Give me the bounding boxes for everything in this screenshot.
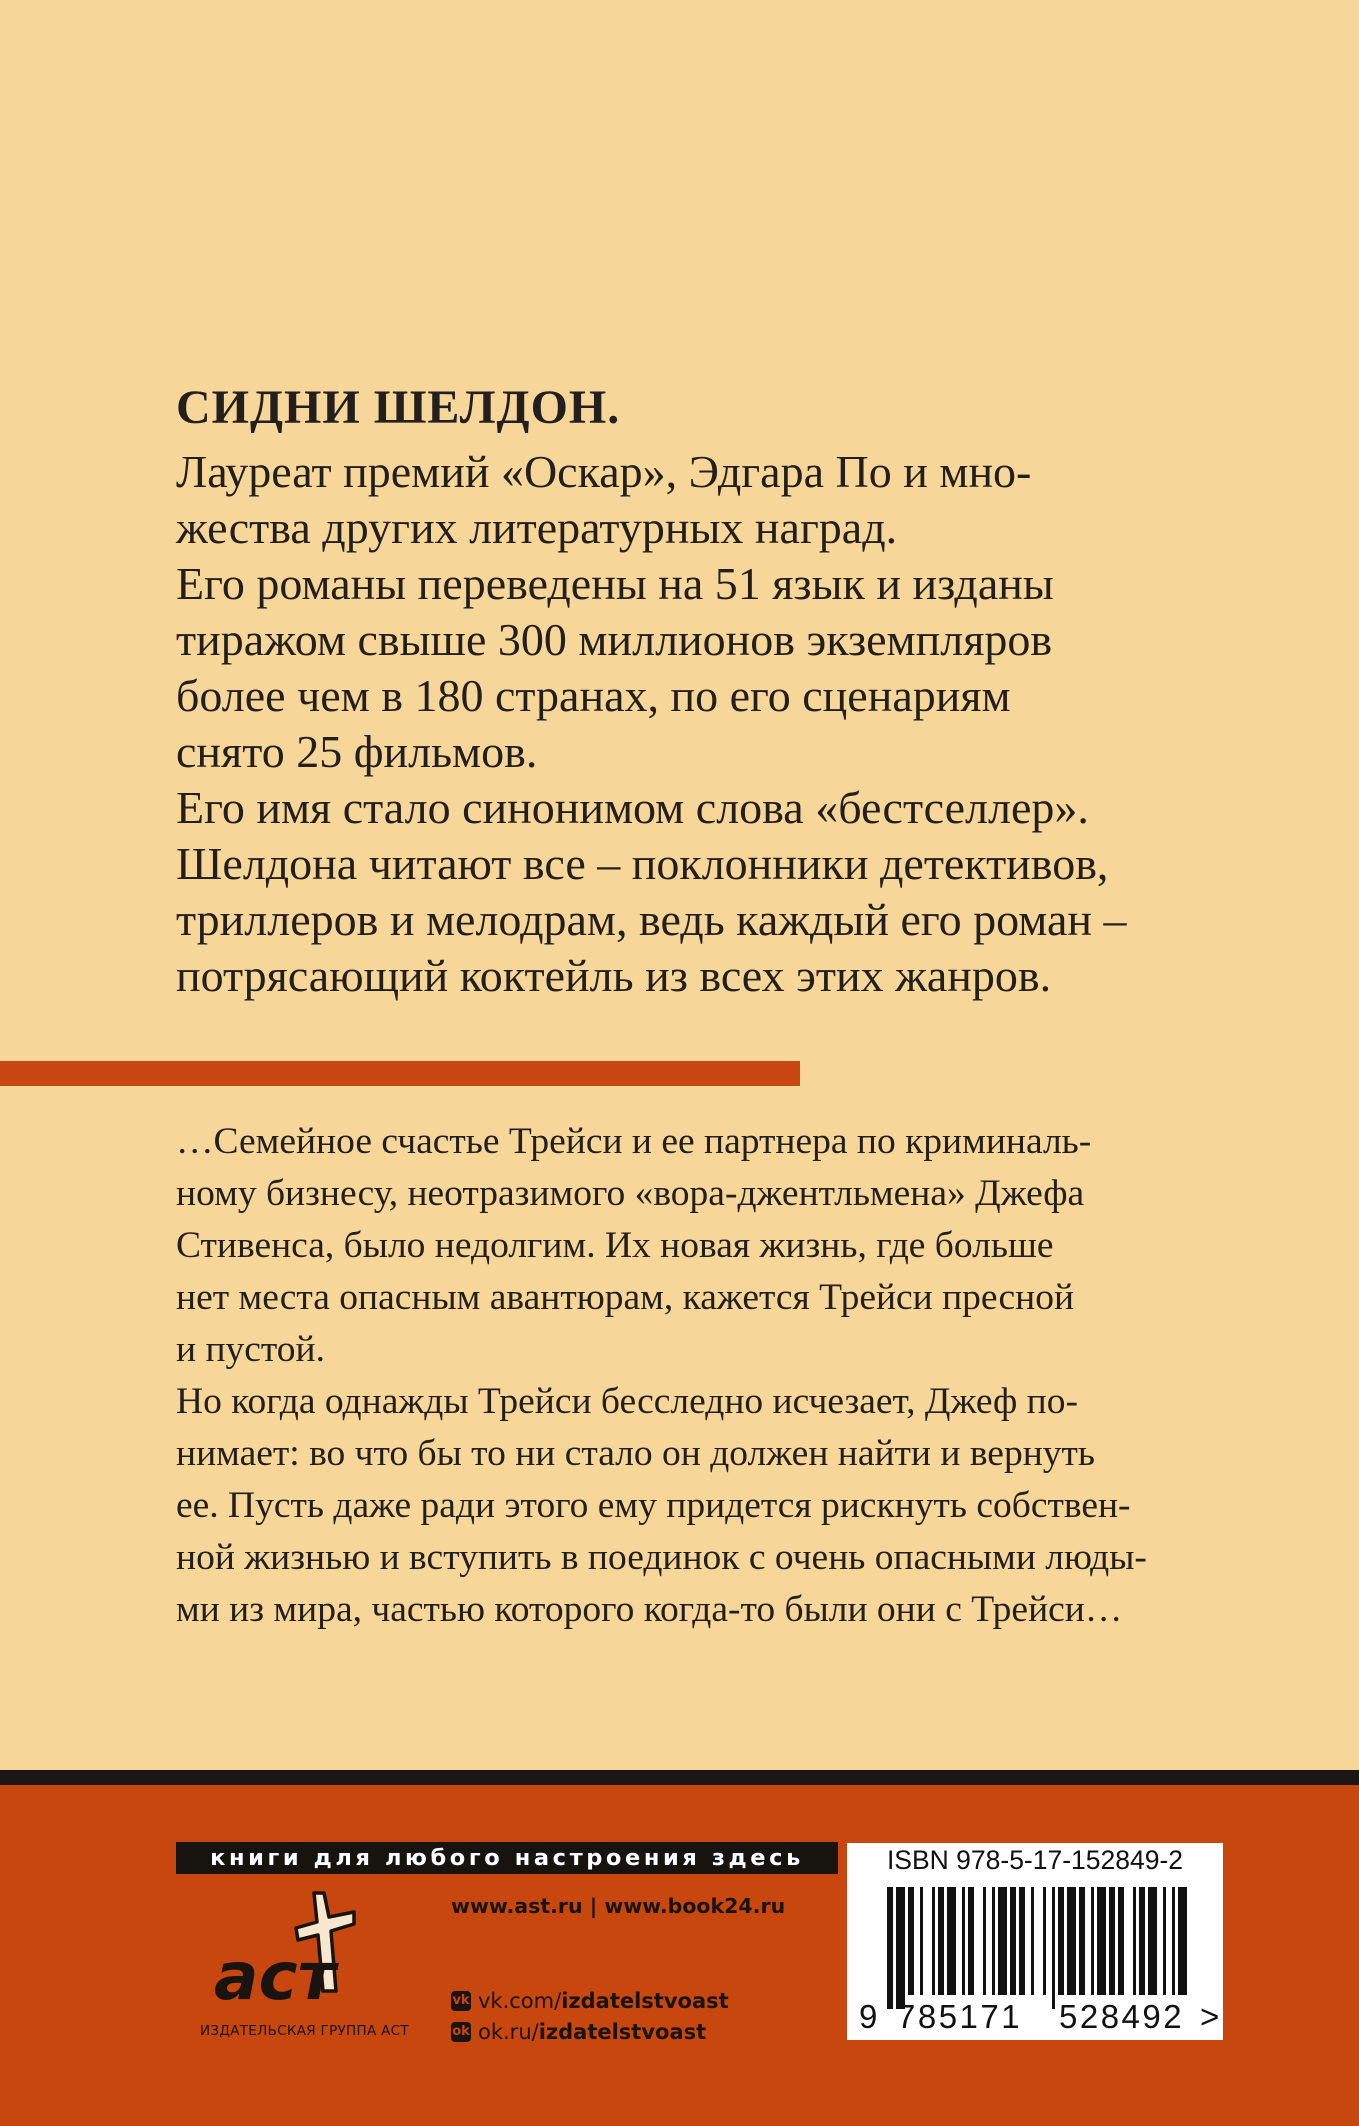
bio-line: тиражом свыше 300 миллионов экземпляров bbox=[176, 614, 1053, 665]
bio-line: потрясающий коктейль из всех этих жанров. bbox=[176, 950, 1052, 1001]
social-handle: izdatelstvoast bbox=[561, 1988, 729, 2013]
bio-line: триллеров и мелодрам, ведь каждый его роман – bbox=[176, 894, 1127, 945]
synopsis-line: ной жизнью и вступить в поединок с очень опасными люды- bbox=[176, 1537, 1147, 1578]
orange-divider-bar bbox=[0, 1061, 800, 1086]
social-link[interactable] bbox=[451, 1985, 729, 2016]
bio-line: снято 25 фильмов. bbox=[176, 726, 538, 777]
bio-line: жества других литературных наград. bbox=[176, 502, 898, 553]
social-handle: izdatelstvoast bbox=[538, 2019, 707, 2044]
author-name: СИДНИ ШЕЛДОН. bbox=[176, 381, 621, 434]
social-domain: vk.com/ bbox=[478, 1988, 562, 2013]
ast-logo bbox=[196, 1887, 396, 2037]
social-domain: ok.ru/ bbox=[478, 2019, 539, 2044]
social-link[interactable] bbox=[451, 2016, 729, 2047]
synopsis-line: ному бизнесу, неотразимого «вора-джентльмена» Джефа bbox=[176, 1173, 1085, 1214]
synopsis-line: ми из мира, частью которого когда-то были они с Трейси… bbox=[176, 1589, 1123, 1630]
synopsis-line: ее. Пусть даже ради этого ему придется рискнуть собствен- bbox=[176, 1485, 1131, 1526]
slogan-banner: книги для любого настроения здесь bbox=[176, 1842, 838, 1874]
bio-line: Его имя стало синонимом слова «бестселлер». bbox=[176, 782, 1089, 833]
websites[interactable]: www.ast.ru | www.book24.ru bbox=[451, 1894, 786, 1918]
isbn-text: ISBN 978-5-17-152849-2 bbox=[886, 1845, 1184, 1875]
ean-first-digit: 9 bbox=[859, 1998, 878, 2035]
bio-line: более чем в 180 странах, по его сценариям bbox=[176, 670, 1011, 721]
synopsis-line: …Семейное счастье Трейси и ее партнера по криминаль- bbox=[176, 1121, 1092, 1162]
bio-line: Лауреат премий «Оскар», Эдгара По и мно- bbox=[176, 446, 1032, 497]
author-bio bbox=[176, 444, 1176, 1004]
synopsis-line: и пустой. bbox=[176, 1329, 325, 1370]
vk-icon: vk bbox=[451, 1991, 471, 2011]
synopsis-line: Стивенса, было недолгим. Их новая жизнь, где больше bbox=[176, 1225, 1054, 1266]
synopsis-line: нет места опасным авантюрам, кажется Трейси пресной bbox=[176, 1277, 1075, 1318]
social-links bbox=[451, 1985, 729, 2047]
synopsis-line: нимает: во что бы то ни стало он должен найти и вернуть bbox=[176, 1433, 1096, 1474]
barcode bbox=[847, 1843, 1223, 2040]
publisher-footer bbox=[0, 1785, 1359, 2126]
publisher-name: ИЗДАТЕЛЬСКАЯ ГРУППА АСТ bbox=[200, 2023, 409, 2039]
ean-right-group: 528492 bbox=[1059, 1998, 1185, 2035]
author-block bbox=[176, 378, 1176, 1004]
ok-icon: ok bbox=[451, 2022, 471, 2042]
ean-left-group: 785171 bbox=[897, 1998, 1023, 2035]
bio-line: Его романы переведены на 51 язык и изданы bbox=[176, 558, 1054, 609]
logo-text: аст bbox=[214, 1938, 336, 2015]
synopsis bbox=[176, 1116, 1226, 1636]
black-rule bbox=[0, 1770, 1359, 1785]
synopsis-line: Но когда однажды Трейси бесследно исчезает, Джеф по- bbox=[176, 1381, 1078, 1422]
ean-end-marker: > bbox=[1200, 1998, 1220, 2035]
bio-line: Шелдона читают все – поклонники детективов, bbox=[176, 838, 1109, 889]
